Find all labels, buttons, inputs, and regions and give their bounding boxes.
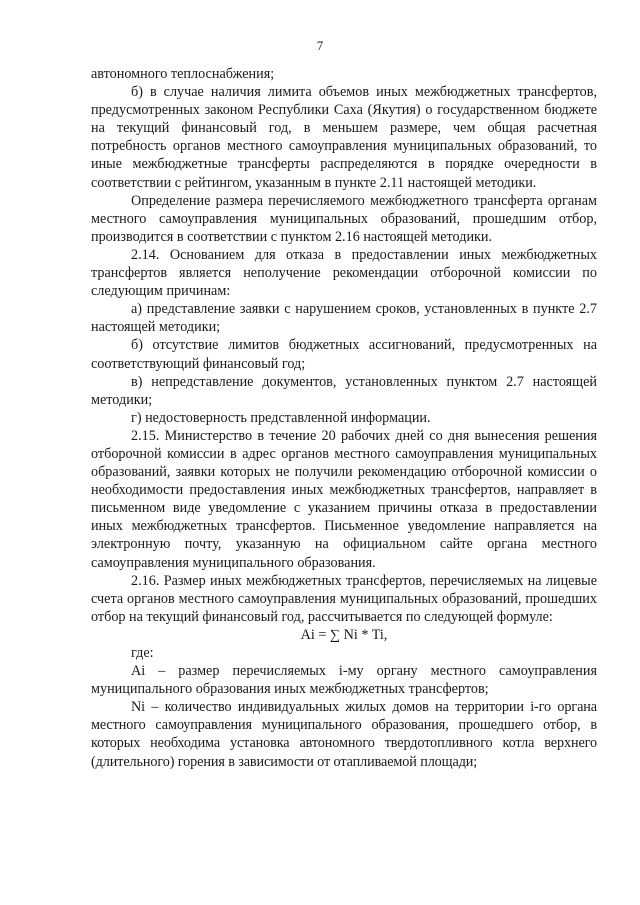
list-item: в) непредставление документов, установленных пунктом 2.7 настоящей методики;	[91, 373, 597, 408]
formula: Ai = ∑ Ni * Ti,	[300, 626, 388, 643]
definition: Ni – количество индивидуальных жилых домов на территории i-го органа местного самоуправления муниципального образования, прошедшего отбор, в которых необходима установка автономного твердотопливного котла верхнего (длительного) горения в зависимости от отапливаемой площади;	[91, 699, 597, 770]
document-body	[91, 65, 597, 771]
paragraph: Определение размера перечисляемого межбюджетного трансферта органам местного самоуправления муниципальных образований, прошедшим отбор, производится в соответствии с пунктом 2.16 настоящей методики.	[91, 192, 597, 245]
definition: Ai – размер перечисляемых i-му органу местного самоуправления муниципального образования иных межбюджетных трансфертов;	[91, 663, 597, 698]
list-item: б) отсутствие лимитов бюджетных ассигнований, предусмотренных на соответствующий финансовый год;	[91, 337, 597, 372]
paragraph: автономного теплоснабжения;	[91, 66, 275, 82]
list-item: а) представление заявки с нарушением сроков, установленных в пункте 2.7 настоящей методики;	[91, 301, 597, 336]
list-item: г) недостоверность представленной информации.	[131, 409, 431, 426]
paragraph: где:	[131, 645, 154, 661]
paragraph: б) в случае наличия лимита объемов иных межбюджетных трансфертов, предусмотренных законом Республики Саха (Якутия) о государственном бюджете на текущий финансовый год, в меньшем размере, чем общая расчетная потребность органов местного самоуправления муниципальных образований, то иные межбюджетные трансферты распределяются в порядке очередности в соответствии с рейтингом, указанным в пункте 2.11 настоящей методики.	[91, 84, 597, 191]
paragraph: 2.15. Министерство в течение 20 рабочих дней со дня вынесения решения отборочной комиссии в адрес органов местного самоуправления муниципальных образований, заявки которых не получили рекомендацию отборочной комиссии о необходимости предоставления иных межбюджетных трансфертов, направляет в письменном виде уведомление с указанием причины отказа в предоставлении иных межбюджетных трансфертов. Письменное уведомление направляется на электронную почту, указанную на официальном сайте органа местного самоуправления муниципального образования.	[91, 427, 597, 571]
paragraph: 2.16. Размер иных межбюджетных трансфертов, перечисляемых на лицевые счета органов местного самоуправления муниципальных образований, прошедших отбор на текущий финансовый год, рассчитывается по следующей формуле:	[91, 572, 597, 625]
page-number: 7	[316, 38, 324, 53]
paragraph: 2.14. Основанием для отказа в предоставлении иных межбюджетных трансфертов является неполучение рекомендации отборочной комиссии по следующим причинам:	[91, 246, 597, 300]
